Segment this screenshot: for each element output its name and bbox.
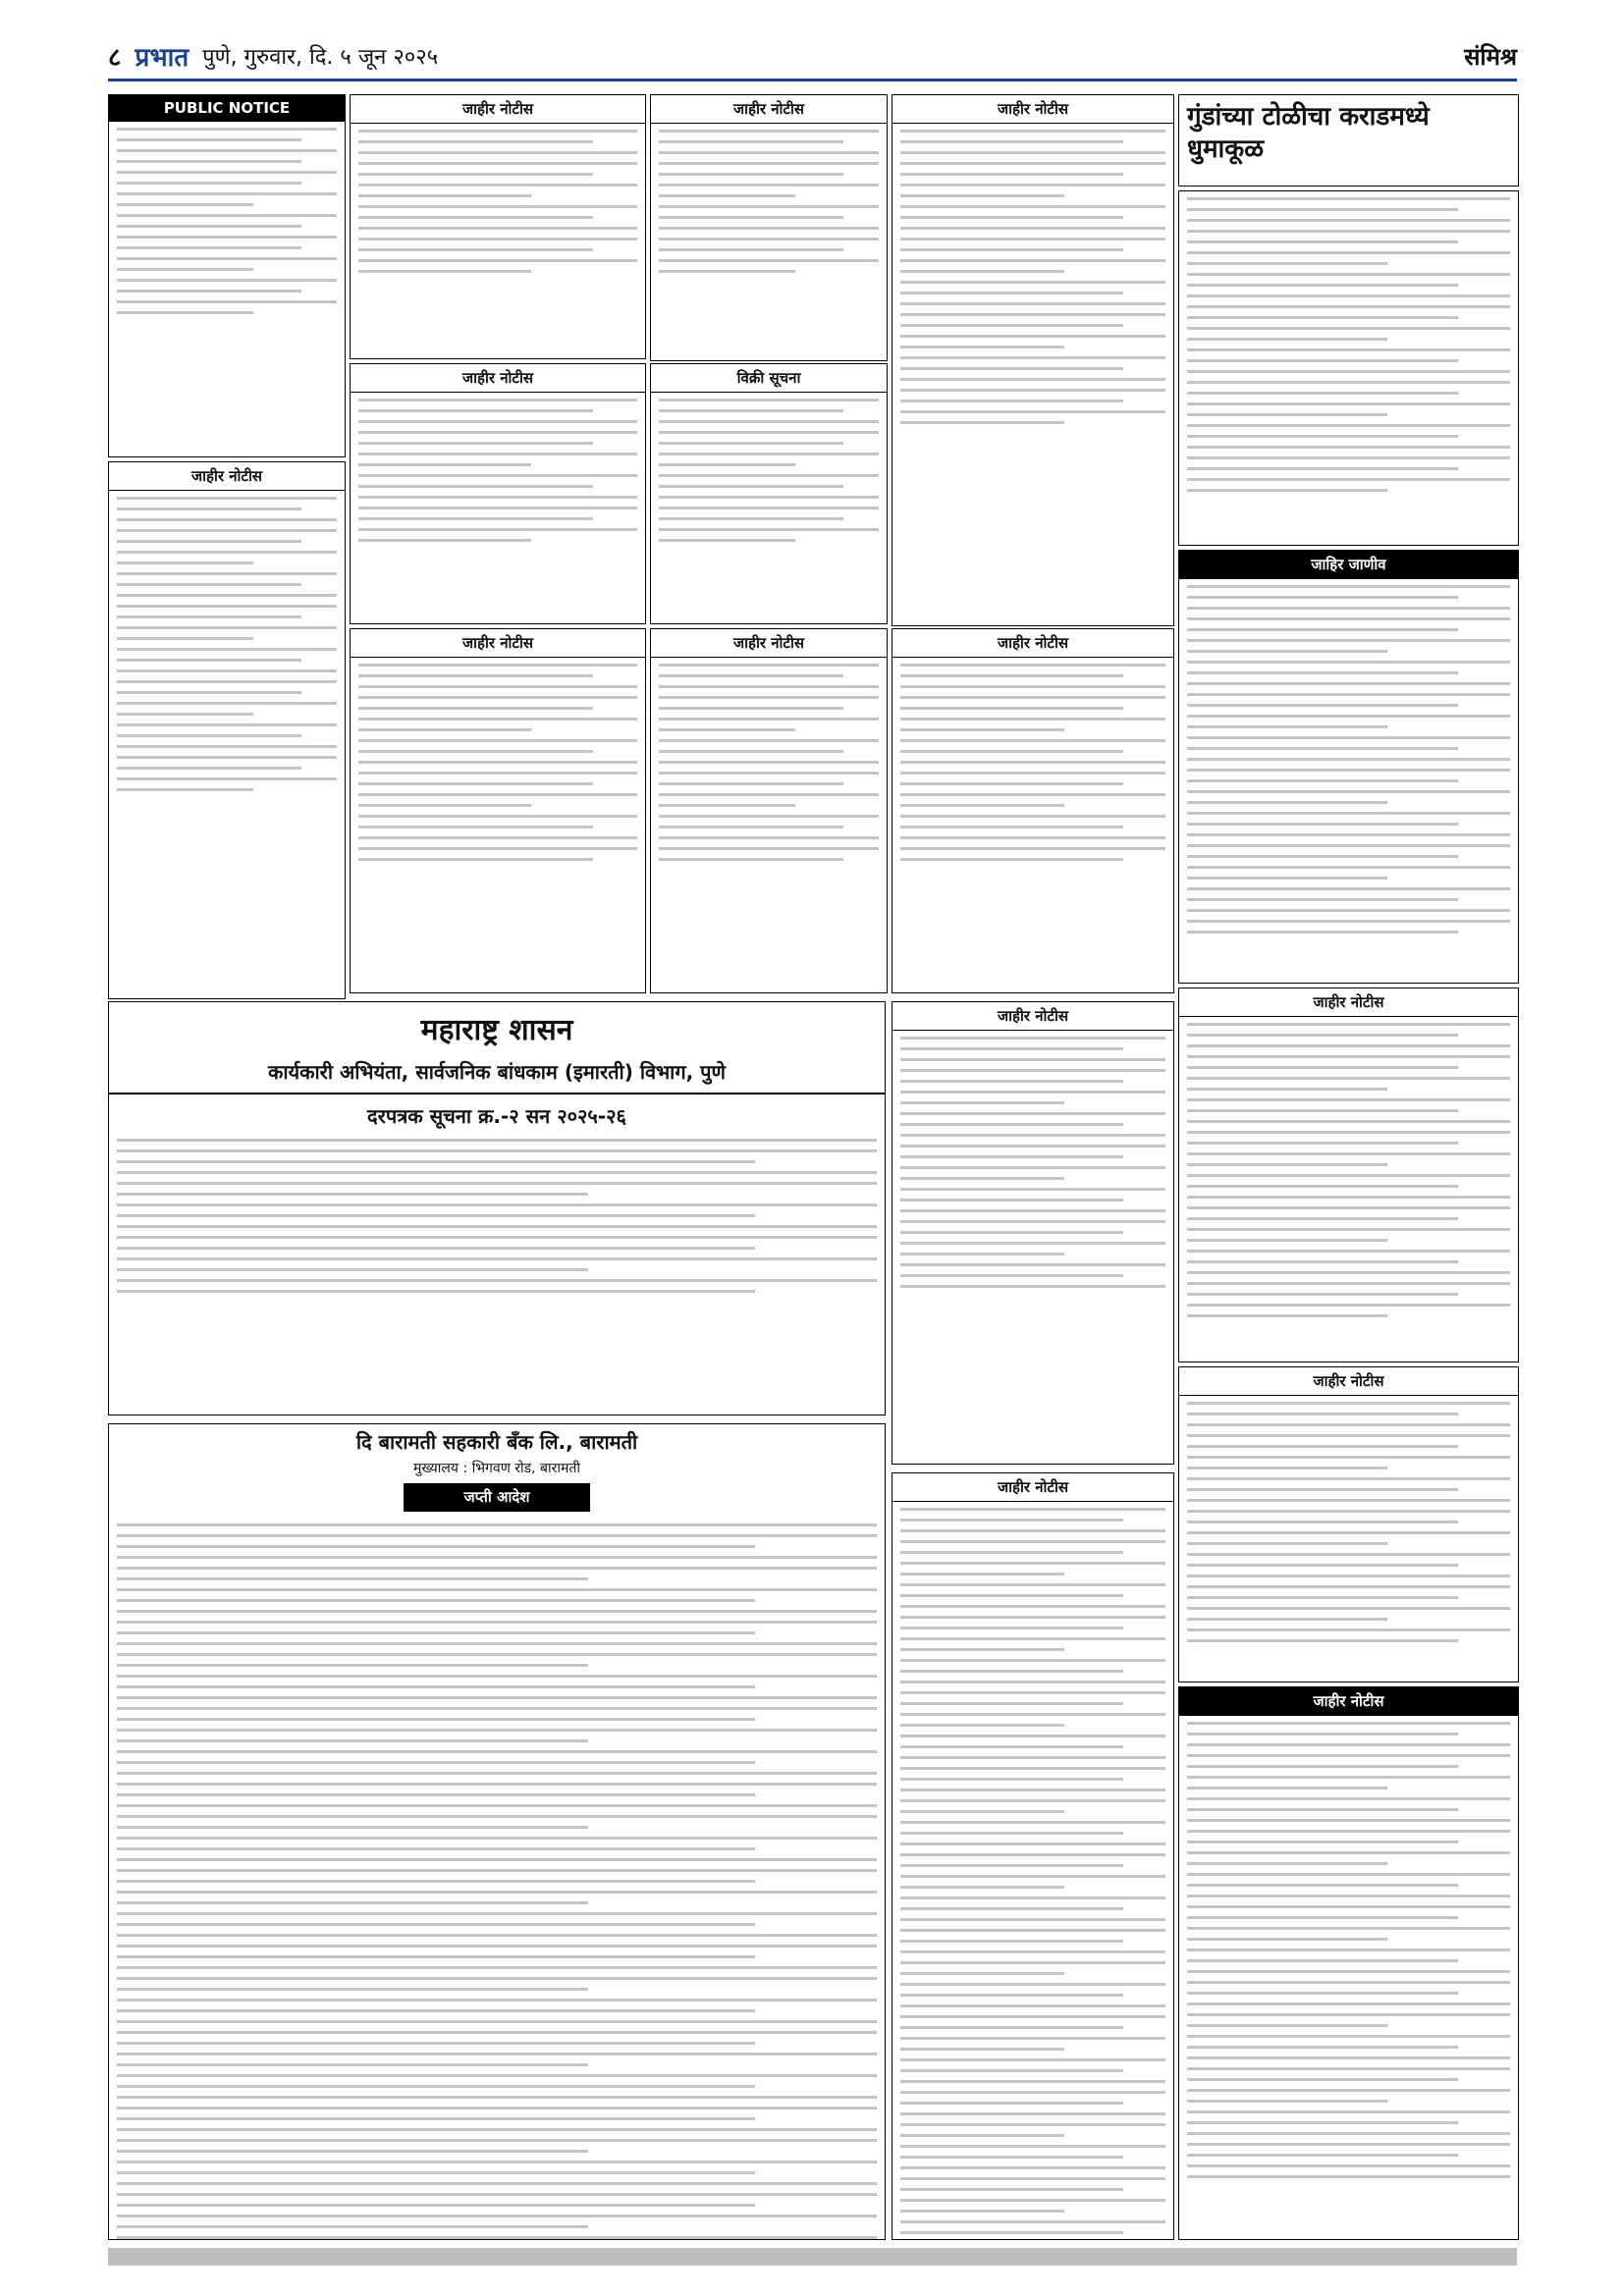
- notice-title: जाहीर नोटीस: [893, 1002, 1173, 1031]
- bank-name: दि बारामती सहकारी बँक लि., बारामती: [355, 1430, 638, 1454]
- masthead-logo: प्रभात: [135, 43, 189, 73]
- notice-box: [650, 94, 888, 361]
- court-notice: [350, 363, 646, 624]
- notice-title: जाहीर नोटीस: [1179, 1687, 1518, 1716]
- govt-title: महाराष्ट्र शासन: [420, 1013, 573, 1047]
- notice-title: जाहीर नोटीस: [651, 629, 887, 658]
- notice-title: जाहीर नोटीस: [651, 95, 887, 124]
- notice-box: [892, 94, 1174, 626]
- header-rule: [108, 79, 1517, 81]
- news-article: [1178, 190, 1519, 546]
- footer-band: [108, 2248, 1517, 2266]
- govt-tender: [108, 1001, 886, 1415]
- notice-title: PUBLIC NOTICE: [109, 95, 345, 122]
- notice-title: जाहिर जाणीव: [1179, 551, 1518, 579]
- court-notice: [350, 628, 646, 993]
- notice-title: जाहीर नोटीस: [351, 364, 645, 393]
- notice-title: जाहीर नोटीस: [893, 629, 1173, 658]
- sale-notice: [650, 363, 888, 624]
- notice-title: जाहीर नोटीस: [893, 1473, 1173, 1502]
- notice-box: [650, 628, 888, 993]
- notice-title: जाहीर नोटीस: [893, 95, 1173, 124]
- page-number: ८: [108, 43, 122, 73]
- govt-dept: कार्यकारी अभियंता, सार्वजनिक बांधकाम (इमारती) विभाग, पुणे: [267, 1060, 727, 1084]
- notice-box: [1178, 988, 1519, 1362]
- bank-order: [108, 1423, 886, 2240]
- headline-box: [1178, 94, 1519, 187]
- bank-sub: मुख्यालय : भिगवण रोड, बारामती: [413, 1461, 580, 1476]
- notice-box: [892, 1001, 1174, 1465]
- headline: गुंडांच्या टोळीचा कराडमध्ये धुमाकूळ: [1187, 102, 1430, 164]
- notice-title: जाहीर नोटीस: [351, 95, 645, 124]
- notice-title: विक्री सूचना: [651, 364, 887, 393]
- notice-box: [892, 1472, 1174, 2240]
- notice-title: जाहीर नोटीस: [1179, 988, 1518, 1017]
- notice-box: [108, 461, 346, 999]
- section-name: संमिश्र: [1464, 42, 1517, 71]
- notice-title: जाहीर नोटीस: [351, 629, 645, 658]
- notice-box: [1178, 1366, 1519, 1682]
- page-header: [108, 35, 1517, 77]
- notice-title: जाहीर नोटीस: [109, 462, 345, 491]
- tender-number: दरपत्रक सूचना क्र.-२ सन २०२५-२६: [367, 1104, 626, 1128]
- notice-box: [1178, 1686, 1519, 2240]
- notice-box: [892, 628, 1174, 993]
- notice-box: [350, 94, 646, 359]
- dateline: पुणे, गुरुवार, दि. ५ जून २०२५: [202, 45, 439, 70]
- order-title: जप्ती आदेश: [404, 1483, 590, 1512]
- notice-title: जाहीर नोटीस: [1179, 1367, 1518, 1396]
- notice-box: [1178, 550, 1519, 984]
- public-notice: [108, 94, 346, 457]
